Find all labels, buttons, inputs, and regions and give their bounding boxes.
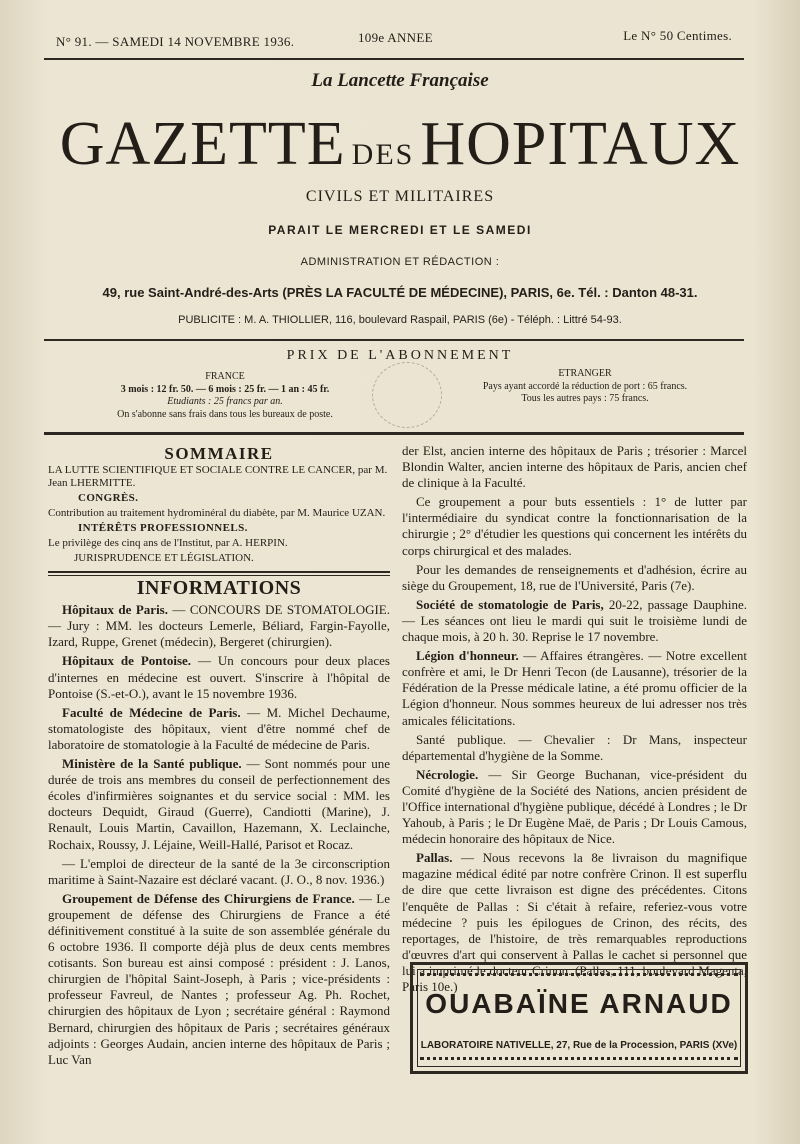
etranger-rate-2: Tous les autres pays : 75 francs. [521, 393, 649, 404]
issue-line [56, 28, 746, 54]
info-faculte: Faculté de Médecine de Paris. — M. Michel Dechaume, stomatologiste des hôpitaux, vient d'être nommé chef de laboratoire de stomatologie à la Faculté de médecine de Paris. [48, 704, 390, 752]
sommaire-separator [48, 571, 390, 576]
sommaire-item-1: LA LUTTE SCIENTIFIQUE ET SOCIALE CONTRE LE CANCER, par M. Jean LHERMITTE. [48, 464, 388, 490]
sommaire-title: SOMMAIRE [164, 444, 274, 463]
rule-2 [44, 339, 744, 341]
info-sante-publique: Santé publique. — Chevalier : Dr Mans, inspecteur départemental d'hygiène de la Somme. [402, 731, 747, 763]
title-hopitaux: HOPITAUX [420, 110, 741, 178]
sommaire-item-3-head: INTÉRÊTS PROFESSIONNELS. [78, 522, 248, 535]
issue-price: Le N° 50 Centimes. [623, 28, 732, 43]
subscription-heading: PRIX DE L'ABONNEMENT [286, 348, 514, 363]
right-column [402, 443, 747, 998]
subscription-france [70, 371, 380, 421]
stamp-mark [372, 362, 442, 428]
sommaire-item-4: JURISPRUDENCE ET LÉGISLATION. [74, 552, 254, 565]
sommaire-item-2: Contribution au traitement hydrominéral du diabète, par M. Maurice UZAN. [48, 507, 386, 520]
info-necrologie: Nécrologie. — Sir George Buchanan, vice-président du Comité d'hygiène de la Société des Nations, ancien président de l'Office international d'hygiène publique, décédé à Londres ; le Dr Yahoub, à Paris ; le Dr Eugène Maë, de Paris ; Dr Louis Camous, médecin honoraire des hôpitaux de Nice. [402, 766, 747, 847]
title-gazette: GAZETTE [59, 110, 346, 178]
info-hopitaux-paris: Hôpitaux de Paris. — CONCOURS DE STOMATOLOGIE. — Jury : MM. les docteurs Lemerle, Béliard, Fargin-Fayolle, Izard, Ruppe, Grenet (médecin), Bergeret (chirurgien). [48, 602, 390, 650]
sommaire-item-2-head: CONGRÈS. [78, 492, 139, 505]
schedule: PARAIT LE MERCREDI ET LE SAMEDI [268, 223, 532, 237]
ad-product-name: OUABAÏNE ARNAUD [425, 988, 733, 1019]
groupement-adhesion: Pour les demandes de renseignements et d'adhésion, écrire au siège du Groupement, 18, rue de l'Université, Paris (7e). [402, 561, 747, 593]
subscription-etranger [440, 368, 730, 406]
left-column [48, 446, 390, 1071]
ad-border-top [420, 973, 738, 981]
france-rates: 3 mois : 12 fr. 50. — 6 mois : 25 fr. — 1 an : 45 fr. [120, 383, 330, 395]
address: 49, rue Saint-André-des-Arts (PRÈS LA FACULTÉ DE MÉDECINE), PARIS, 6e. Tél. : Danton 48-31. [102, 285, 698, 300]
year: 109e ANNEE [358, 30, 433, 45]
info-pallas: Pallas. — Nous recevons la 8e livraison du magnifique magazine médical édité par notre confrère Crinon. Il est superflu de dire que cette livraison est digne des précédentes. Citons l'enquête de Pallas : Si c'était à refaire, referiez-vous votre médecine ? puis les épilogues de Crinon, des récits, des reportages, de l'histoire, de très remarquables reproductions d'œuvres d'art qui conservent à Pallas le cachet si personnel que lui a imprimé le docteur Crinon. (Pallas, 111, boulevard Magenta, Paris 10e.) [402, 850, 747, 994]
france-note: On s'abonne sans frais dans tous les bureaux de poste. [117, 408, 333, 420]
sommaire-item-3: Le privilège des cinq ans de l'Institut, par A. HERPIN. [48, 537, 288, 550]
info-ministere: Ministère de la Santé publique. — Sont nommés pour une durée de trois ans membres du conseil de perfectionnement des écoles d'infirmières soignantes et du service social : MM. les docteurs Dequidt, Giraud (Guerre), Candiotti (Marine), J. Renault, Louis Martin, Cavaillon, Hazemann, X. Leclainche, Rochaix, Roussy, J. Léjaine, Weill-Hallé, Parisot et Rocaz. [48, 756, 390, 852]
france-students: Etudiants : 25 francs par an. [167, 396, 283, 407]
top-rule [44, 58, 744, 60]
newspaper-title [40, 104, 760, 195]
rule-3 [44, 432, 744, 435]
admin-label: ADMINISTRATION ET RÉDACTION : [300, 256, 500, 268]
info-stomatologie: Société de stomatologie de Paris, 20-22, passage Dauphine. — Les séances ont lieu le mardi qui suit le troisième lundi de chaque mois, à 20 h. 30. Reprise le 17 novembre. [402, 596, 747, 645]
info-legion-honneur: Légion d'honneur. — Affaires étrangères. — Notre excellent confrère et ami, le Dr Henri Tecon (de Lausanne), trésorier de la Fédération de la Presse médicale latine, a été promu officier de la Légion d'honneur. Nous sommes heureux de lui adresser nos très amicales félicitations. [402, 648, 747, 728]
title-des: DES [351, 138, 415, 171]
subtitle: CIVILS ET MILITAIRES [305, 188, 495, 205]
groupement-buts: Ce groupement a pour buts essentiels : 1° de lutter par l'intermédiaire du syndicat contre la fonctionnarisation de la chirurgie ; 2° d'étudier les questions qui concernent les intérêts du corps chirurgical et des malades. [402, 494, 747, 558]
info-hopitaux-pontoise: Hôpitaux de Pontoise. — Un concours pour deux places d'internes en médecine est ouvert. S'inscrire à l'hôpital de Pontoise (S.-et-O.), avant le 15 novembre 1936. [48, 653, 390, 701]
info-directeur-sante: — L'emploi de directeur de la santé de la 3e circonscription maritime à Saint-Nazaire est déclaré vacant. (J. O., 8 nov. 1936.) [48, 855, 390, 887]
right-continuation: der Elst, ancien interne des hôpitaux de Paris ; trésorier : Marcel Blondin Walter, ancien interne des hôpitaux de Paris, ancien chef de clinique à la Faculté. [402, 443, 747, 491]
issue-number: N° 91. — SAMEDI 14 NOVEMBRE 1936. [56, 34, 295, 49]
info-groupement: Groupement de Défense des Chirurgiens de France. — Le groupement de défense des Chirurgiens de France a été définitivement constitué à la suite de son assemblée générale du 6 octobre 1936. Il comporte déjà plus de deux cents membres cotisants. Son bureau est ainsi composé : président : J. Lanos, chirurgien de l'hôpital Saint-Joseph, à Paris ; vice-présidents : professeur Favreul, de Nantes ; professeur Ag. Ph. Rochet, chirurgien des hôpitaux de Lyon ; secrétaire général : Raymond Bernard, chirurgien des hôpitaux de Paris ; secrétaires généraux adjoints : Georges Audain, ancien interne des hôpitaux de Paris ; Luc Van [48, 890, 390, 1067]
etranger-rate-1: Pays ayant accordé la réduction de port : 65 francs. [482, 380, 688, 392]
ad-border-bottom [420, 1057, 738, 1065]
publicite: PUBLICITE : M. A. THIOLLIER, 116, boulevard Raspail, PARIS (6e) - Téléph. : Littré 54-93. [178, 314, 622, 326]
informations-title: INFORMATIONS [136, 577, 302, 600]
advertisement [410, 962, 748, 1074]
lancette-heading: La Lancette Française [311, 70, 489, 91]
france-label: FRANCE [205, 371, 245, 382]
ad-laboratory: LABORATOIRE NATIVELLE, 27, Rue de la Procession, PARIS (XVe) [420, 1040, 738, 1051]
etranger-label: ETRANGER [558, 368, 612, 379]
